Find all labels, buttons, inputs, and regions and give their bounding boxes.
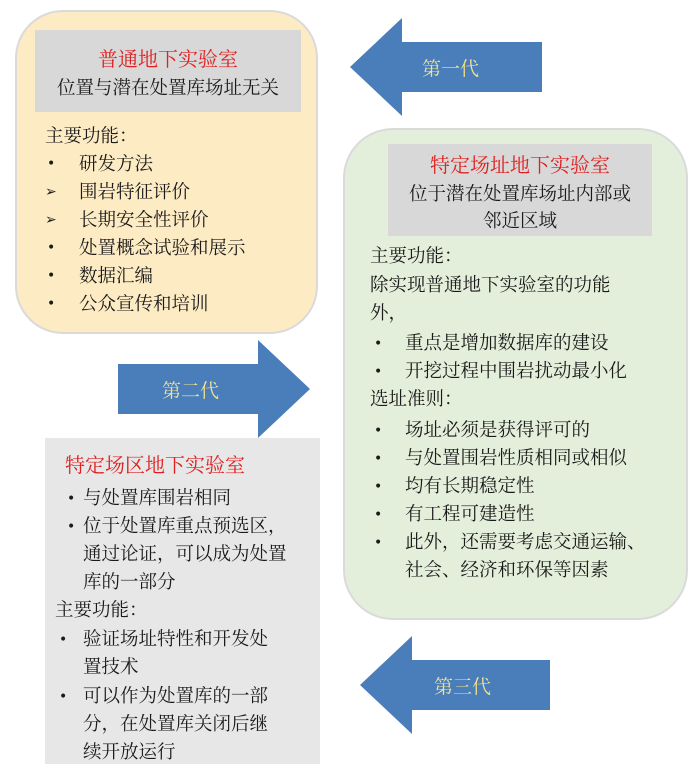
gen2-criteria-item: 与处置围岩性质相同或相似 xyxy=(405,448,628,469)
gen1-function-item: 围岩特征评价 xyxy=(79,182,191,203)
gen3-function-line: 置技术 xyxy=(83,657,139,678)
gen2-description-line2: 外， xyxy=(370,303,408,324)
bullet-icon: • xyxy=(47,240,56,256)
arrow-generation-2 xyxy=(118,340,310,438)
arrow-label-gen3: 第三代 xyxy=(434,676,492,698)
arrow-generation-1 xyxy=(350,18,550,116)
gen2-extra-line2: 社会、经济和环保等因素 xyxy=(405,560,609,581)
gen2-description-line1: 除实现普通地下实验室的功能 xyxy=(370,275,611,296)
gen3-point-line: 位于处置库重点预选区， xyxy=(83,516,287,537)
gen2-criteria-label: 选址准则： xyxy=(370,389,463,410)
arrow-bullet-icon: ➢ xyxy=(45,184,57,200)
arrow-label-gen2: 第二代 xyxy=(162,380,220,402)
bullet-icon: • xyxy=(374,507,383,523)
gen1-function-item: 公众宣传和培训 xyxy=(79,294,209,315)
gen2-criteria-item: 有工程可建造性 xyxy=(405,504,535,525)
gen3-functions-label: 主要功能： xyxy=(55,600,148,621)
gen1-functions-label: 主要功能： xyxy=(45,126,138,147)
bullet-icon: • xyxy=(67,519,76,535)
arrow-bullet-icon: ➢ xyxy=(45,212,57,228)
bullet-icon: • xyxy=(59,689,68,705)
bullet-icon: • xyxy=(47,268,56,284)
gen2-site-specific-lab-box xyxy=(343,128,688,620)
gen3-site-area-lab-box xyxy=(45,438,320,764)
bullet-icon: • xyxy=(374,364,383,380)
arrow-generation-3 xyxy=(360,636,552,734)
gen2-subtitle-line1: 位于潜在处置库场址内部或 xyxy=(408,184,631,205)
gen1-function-item: 研发方法 xyxy=(79,154,154,175)
gen3-point: 与处置库围岩相同 xyxy=(83,488,232,509)
bullet-icon: • xyxy=(374,535,383,551)
gen3-function-line: 分，在处置库关闭后继 xyxy=(83,714,269,735)
bullet-icon: • xyxy=(67,491,76,507)
gen3-function-line: 验证场址特性和开发处 xyxy=(83,629,269,650)
bullet-icon: • xyxy=(374,479,383,495)
gen2-function-item: 开挖过程中围岩扰动最小化 xyxy=(405,361,628,382)
gen2-functions-label: 主要功能： xyxy=(370,246,463,267)
gen1-subtitle: 位置与潜在处置库场址无关 xyxy=(56,78,279,99)
gen1-general-lab-box xyxy=(15,10,318,334)
bullet-icon: • xyxy=(59,632,68,648)
gen3-point-line: 通过论证，可以成为处置 xyxy=(83,544,287,565)
gen3-function-line: 续开放运行 xyxy=(83,742,176,763)
gen2-title: 特定场址地下实验室 xyxy=(430,153,610,177)
gen3-point-line: 库的一部分 xyxy=(83,572,176,593)
gen1-function-item: 处置概念试验和展示 xyxy=(79,238,246,259)
gen3-function-line: 可以作为处置库的一部 xyxy=(83,686,269,707)
gen2-header xyxy=(388,144,652,236)
gen1-function-item: 数据汇编 xyxy=(79,266,154,287)
bullet-icon: • xyxy=(374,451,383,467)
bullet-icon: • xyxy=(374,423,383,439)
gen2-criteria-item: 均有长期稳定性 xyxy=(405,476,535,497)
gen3-title: 特定场区地下实验室 xyxy=(65,453,245,477)
arrow-label-gen1: 第一代 xyxy=(422,58,480,80)
gen1-function-item: 长期安全性评价 xyxy=(79,210,209,231)
gen2-criteria-item: 场址必须是获得评可的 xyxy=(405,420,591,441)
gen1-title: 普通地下实验室 xyxy=(98,47,238,71)
bullet-icon: • xyxy=(374,336,383,352)
gen2-extra-line1: 此外，还需要考虑交通运输、 xyxy=(405,532,646,553)
gen1-header xyxy=(35,30,301,112)
bullet-icon: • xyxy=(47,156,56,172)
gen2-function-item: 重点是增加数据库的建设 xyxy=(405,333,609,354)
bullet-icon: • xyxy=(47,296,56,312)
gen2-subtitle-line2: 邻近区域 xyxy=(482,211,557,232)
